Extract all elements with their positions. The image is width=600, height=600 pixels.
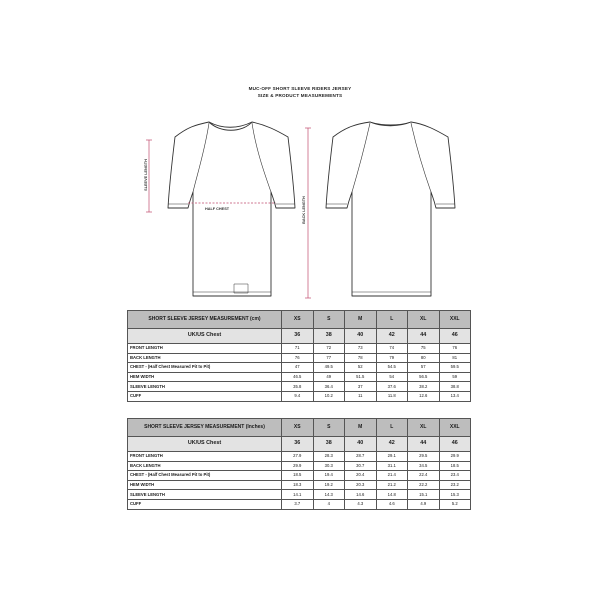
table-row [128,353,471,363]
table-cell: 54.5 [376,363,408,373]
row-label: BACK LENGTH [128,461,282,471]
table-cell: 29.5 [408,452,440,462]
chest-size-row [128,437,471,452]
table-cell: 19.4 [313,471,345,481]
table-cell: 38 [313,329,345,344]
table-cell: 4.3 [345,499,377,509]
table-cell: 75 [408,344,440,354]
table-cell: 46 [439,437,471,452]
table-cell: 52 [345,363,377,373]
table-cell: 40 [345,329,377,344]
size-header: XL [408,311,440,329]
row-label: BACK LENGTH [128,353,282,363]
front-jersey-illustration [168,122,295,296]
table-cell: 51.5 [345,372,377,382]
table-cell: 21.2 [376,480,408,490]
table-cell: 49 [313,372,345,382]
table-cell: 18.3 [282,480,314,490]
back-raglan-left [352,123,370,192]
table-row [128,471,471,481]
size-header: L [376,419,408,437]
table-cell: 57 [408,363,440,373]
back-jersey-body [326,122,455,296]
table-cell: 56.5 [408,372,440,382]
table-cell: 80 [408,353,440,363]
table-cell: 59.5 [439,363,471,373]
table-cell: 79 [376,353,408,363]
table-cell: 22.4 [408,471,440,481]
table-cell: 81 [439,353,471,363]
table-cell: 36.4 [313,382,345,392]
size-header: XXL [439,311,471,329]
table-cell: 23.4 [439,471,471,481]
table-cell: 74 [376,344,408,354]
table-row [128,372,471,382]
row-label: SLEEVE LENGTH [128,382,282,392]
table-cell: 19.2 [313,480,345,490]
table-cell: 11.8 [376,391,408,401]
table-cell: 44 [408,329,440,344]
row-label: HEM WIDTH [128,372,282,382]
size-header: S [313,311,345,329]
front-raglan-right [252,123,271,192]
table-cell: 14.1 [282,490,314,500]
table-cell: 20.3 [345,480,377,490]
table-cell: 15.1 [408,490,440,500]
table-cell: 30.3 [313,461,345,471]
back-raglan-right [411,123,431,192]
table-row [128,391,471,401]
table-cell: 27.9 [282,452,314,462]
size-header: XL [408,419,440,437]
table-cell: 14.8 [376,490,408,500]
table-cell: 14.6 [345,490,377,500]
table-cell: 28.3 [313,452,345,462]
chest-label: UK/US Chest [128,437,282,452]
table-cell: 42 [376,437,408,452]
size-header: XS [282,419,314,437]
front-raglan-left [193,123,209,192]
chest-label: UK/US Chest [128,329,282,344]
table-row [128,363,471,373]
table-title: SHORT SLEEVE JERSEY MEASUREMENT (cm) [128,311,282,329]
table-cell: 46 [439,329,471,344]
table-cell: 4.9 [408,499,440,509]
size-header: M [345,419,377,437]
table-cell: 30.7 [345,461,377,471]
front-jersey-body [168,122,295,296]
table-cell: 10.2 [313,391,345,401]
size-header: XXL [439,419,471,437]
table-title: SHORT SLEEVE JERSEY MEASUREMENT (Inches) [128,419,282,437]
row-label: CHEST - (Half Chest Measured Pit to Pit) [128,471,282,481]
table-cell: 35.8 [282,382,314,392]
table-cell: 59 [439,372,471,382]
table-cell: 29.1 [376,452,408,462]
table-cell: 38.2 [408,382,440,392]
table-cell: 4 [313,499,345,509]
table-cell: 78 [345,353,377,363]
table-cell: 71 [282,344,314,354]
table-cell: 13.4 [439,391,471,401]
table-cell: 11 [345,391,377,401]
table-cell: 34.5 [408,461,440,471]
table-cell: 4.6 [376,499,408,509]
table-cell: 22.2 [408,480,440,490]
table-cell: 29.9 [282,461,314,471]
table-cell: 40 [345,437,377,452]
size-table-inches [127,418,471,510]
table-cell: 73 [345,344,377,354]
size-header: S [313,419,345,437]
table-cell: 15.3 [439,490,471,500]
table-cell: 49.5 [313,363,345,373]
table-row [128,490,471,500]
table-row [128,499,471,509]
doc-title: MUC-OFF SHORT SLEEVE RIDERS JERSEY [248,86,352,91]
table-cell: 72 [313,344,345,354]
row-label: CUFF [128,391,282,401]
row-label: FRONT LENGTH [128,452,282,462]
table-cell: 47 [282,363,314,373]
back-jersey-illustration [326,122,455,296]
table-cell: 54 [376,372,408,382]
table-cell: 14.3 [313,490,345,500]
table-row [128,452,471,462]
table-cell: 76 [282,353,314,363]
measurement-guides [146,128,311,298]
row-label: FRONT LENGTH [128,344,282,354]
sleeve-length-label: SLEEVE LENGTH [144,159,148,191]
chest-size-row [128,329,471,344]
row-label: HEM WIDTH [128,480,282,490]
table-cell: 20.4 [345,471,377,481]
front-collar [209,122,252,130]
table-cell: 3.7 [282,499,314,509]
table-row [128,480,471,490]
table-cell: 36 [282,437,314,452]
back-length-label: BACK LENGTH [302,196,306,224]
size-header: L [376,311,408,329]
table-cell: 29.9 [439,452,471,462]
table-cell: 42 [376,329,408,344]
row-label: CUFF [128,499,282,509]
table-cell: 37.6 [376,382,408,392]
row-label: SLEEVE LENGTH [128,490,282,500]
row-label: CHEST - (Half Chest Measured Pit to Pit) [128,363,282,373]
table-cell: 21.4 [376,471,408,481]
table-cell: 23.2 [439,480,471,490]
table-cell: 44 [408,437,440,452]
table-cell: 12.6 [408,391,440,401]
table-row [128,344,471,354]
table-cell: 76 [439,344,471,354]
table-cell: 38.8 [439,382,471,392]
table-cell: 9.4 [282,391,314,401]
table-cell: 28.7 [345,452,377,462]
table-row [128,461,471,471]
size-header: M [345,311,377,329]
table-cell: 46.5 [282,372,314,382]
table-cell: 36 [282,329,314,344]
table-cell: 18.5 [439,461,471,471]
size-table-cm [127,310,471,402]
table-cell: 18.5 [282,471,314,481]
half-chest-label: HALF CHEST [205,207,230,211]
table-cell: 38 [313,437,345,452]
table-header-row [128,419,471,437]
table-row [128,382,471,392]
table-cell: 5.2 [439,499,471,509]
table-cell: 37 [345,382,377,392]
table-cell: 31.1 [376,461,408,471]
size-header: XS [282,311,314,329]
table-header-row [128,311,471,329]
table-cell: 77 [313,353,345,363]
doc-subtitle: SIZE & PRODUCT MEASUREMENTS [257,93,343,98]
